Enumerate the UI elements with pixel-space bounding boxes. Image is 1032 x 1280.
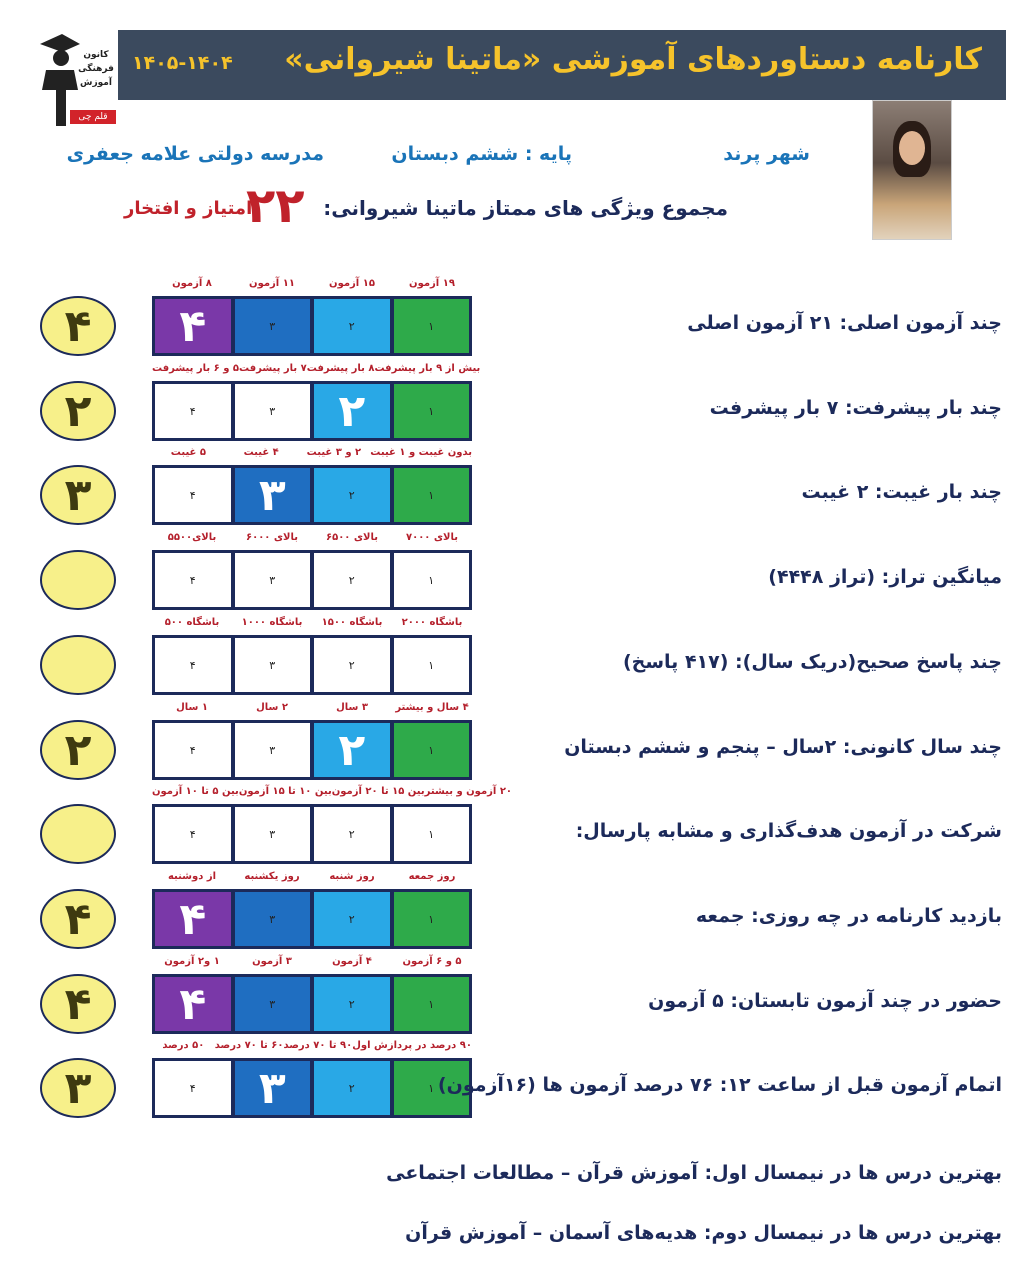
row-captions [152,617,472,628]
level-grid [152,296,472,356]
school-label: مدرسه دولتی علامه جعفری [66,143,324,165]
score-circle [40,550,116,610]
row-captions [152,786,513,797]
level-caption: روز شنبه [329,871,375,882]
level-caption: بدون غیبت و ۱ غیبت [370,447,472,458]
logo-line: آموزش [80,78,112,88]
level-cell: ۱ [394,1061,470,1115]
logo-line: فرهنگی [78,64,114,74]
logo-badge: قلم چی [70,110,116,124]
score-circle: ۲ [40,381,116,441]
criterion-label: چند پاسخ صحیح(دریک سال): (۴۱۷ پاسخ) [622,651,1002,673]
level-grid [152,974,472,1034]
row-captions [152,532,472,543]
score-circle: ۲ [40,720,116,780]
row-captions [152,956,472,967]
level-cell: ۱ [394,638,470,692]
level-caption: باشگاه ۲۰۰۰ [401,617,463,628]
level-cell: ۱ [394,384,470,438]
level-grid [152,889,472,949]
level-caption: ۴ آزمون [332,956,372,967]
row-captions [152,447,472,458]
page-title: کارنامه دستاوردهای آموزشی «ماتینا شیروانی» [284,42,982,77]
score-circle: ۴ [40,296,116,356]
level-caption: ۱ سال [176,702,208,713]
honor-label: امتیاز و افتخار [124,198,253,219]
level-caption: روز یکشنبه [244,871,300,882]
level-cell: ۲ [314,807,390,861]
level-cell: ۲ [314,723,390,777]
level-caption: ۲ سال [256,702,288,713]
level-cell: ۱ [394,468,470,522]
level-cell: ۴ [155,807,231,861]
level-cell: ۴ [155,384,231,438]
level-cell: ۴ [155,977,231,1031]
criterion-label: شرکت در آزمون هدف‌گذاری و مشابه پارسال: [575,820,1002,842]
level-cell: ۳ [235,723,311,777]
row-captions [152,871,472,882]
level-caption: ۱۱ آزمون [249,278,295,289]
level-cell: ۱ [394,807,470,861]
level-caption: باشگاه ۱۵۰۰ [321,617,383,628]
photo-face [899,131,925,165]
level-caption: ۵ و ۶ آزمون [402,956,462,967]
level-caption: بین ۵ تا ۱۰ آزمون [152,786,239,797]
level-cell: ۲ [314,384,390,438]
level-cell: ۲ [314,553,390,607]
level-caption: باشگاه ۱۰۰۰ [241,617,303,628]
level-caption: ۴ غیبت [243,447,279,458]
level-cell: ۳ [235,977,311,1031]
grade-label: پایه : ششم دبستان [391,143,572,165]
score-circle [40,635,116,695]
level-cell: ۴ [155,1061,231,1115]
level-cell: ۳ [235,1061,311,1115]
level-caption: بالای ۶۵۰۰ [325,532,379,543]
total-score: ۲۲ [246,178,305,234]
level-cell: ۲ [314,977,390,1031]
level-cell: ۴ [155,892,231,946]
level-caption: ۶۰ تا ۷۰ درصد [214,1040,284,1051]
level-cell: ۳ [235,299,311,353]
level-caption: ۵ و ۶ بار پیشرفت [152,363,240,374]
city-label: شهر پرند [723,143,810,165]
level-caption: ۹۰ تا ۷۰ درصد [283,1040,353,1051]
level-caption: ۵ غیبت [170,447,206,458]
best-subjects-first-term: بهترین درس ها در نیمسال اول: آموزش قرآن – مطالعات اجتماعی [386,1162,1002,1184]
level-caption: ۸ بار پیشرفت [306,363,375,374]
criterion-label: چند آزمون اصلی: ۲۱ آزمون اصلی [687,312,1002,334]
level-grid [152,635,472,695]
level-caption: ۷ بار پیشرفت [239,363,307,374]
level-grid [152,465,472,525]
level-cell: ۴ [155,553,231,607]
level-cell: ۲ [314,299,390,353]
criterion-label: چند سال کانونی: ۲سال – پنجم و ششم دبستان [564,736,1002,758]
level-cell: ۴ [155,638,231,692]
criterion-label: چند بار غیبت: ۲ غیبت [801,481,1002,503]
level-grid [152,720,472,780]
level-caption: از دوشنبه [167,871,217,882]
level-cell: ۲ [314,1061,390,1115]
criterion-label: میانگین تراز: (تراز ۴۴۴۸) [768,566,1002,588]
best-subjects-second-term: بهترین درس ها در نیمسال دوم: هدیه‌های آسمان – آموزش قرآن [405,1222,1002,1244]
score-circle: ۳ [40,1058,116,1118]
score-circle: ۳ [40,465,116,525]
level-caption: ۱ و۲ آزمون [164,956,220,967]
criterion-label: چند بار پیشرفت: ۷ بار پیشرفت [709,397,1002,419]
level-cell: ۳ [235,892,311,946]
level-caption: بالای ۷۰۰۰ [405,532,459,543]
criterion-label: اتمام آزمون قبل از ساعت ۱۲: ۷۶ درصد آزمون ها (۱۶آزمون) [437,1074,1002,1096]
level-grid [152,804,472,864]
criterion-label: حضور در چند آزمون تابستان: ۵ آزمون [648,990,1002,1012]
level-cell: ۱ [394,892,470,946]
level-cell: ۳ [235,553,311,607]
level-caption: بالای ۶۰۰۰ [245,532,299,543]
level-cell: ۴ [155,299,231,353]
level-caption: ۲۰ آزمون و بیشتر [424,786,513,797]
logo-text [72,48,120,90]
level-caption: بین ۱۵ تا ۲۰ آزمون [331,786,425,797]
level-cell: ۲ [314,638,390,692]
header-bar [118,30,1006,100]
level-caption: ۲ و ۳ غیبت [306,447,362,458]
logo-line: کانون [83,50,109,60]
level-grid [152,1058,472,1118]
row-captions [152,702,472,713]
level-cell: ۲ [314,468,390,522]
level-cell: ۱ [394,299,470,353]
level-caption: روز جمعه [408,871,456,882]
features-label: مجموع ویژگی های ممتاز ماتینا شیروانی: [323,196,728,220]
level-grid [152,381,472,441]
level-caption: بیش از ۹ بار پیشرفت [374,363,481,374]
level-caption: باشگاه ۵۰۰ [164,617,220,628]
level-caption: بالای۵۵۰۰ [167,532,217,543]
level-caption: ۸ آزمون [172,278,212,289]
level-caption: ۳ آزمون [252,956,292,967]
level-cell: ۴ [155,468,231,522]
level-caption: ۳ سال [336,702,368,713]
level-grid [152,550,472,610]
level-cell: ۲ [314,892,390,946]
score-circle [40,804,116,864]
academic-years: ۱۴۰۵-۱۴۰۴ [132,52,233,74]
level-cell: ۳ [235,468,311,522]
level-caption: ۱۵ آزمون [329,278,375,289]
row-captions [152,278,472,289]
score-circle: ۴ [40,889,116,949]
criterion-label: بازدید کارنامه در چه روزی: جمعه [695,905,1002,927]
level-caption: ۵۰ درصد [162,1040,205,1051]
level-caption: ۱۹ آزمون [409,278,455,289]
level-cell: ۱ [394,723,470,777]
level-cell: ۳ [235,384,311,438]
level-cell: ۳ [235,638,311,692]
level-caption: بین ۱۰ تا ۱۵ آزمون [238,786,332,797]
level-cell: ۱ [394,553,470,607]
level-cell: ۳ [235,807,311,861]
student-photo [872,100,952,240]
level-cell: ۴ [155,723,231,777]
row-captions [152,1040,472,1051]
level-cell: ۱ [394,977,470,1031]
level-caption: ۴ سال و بیشتر [395,702,469,713]
score-circle: ۴ [40,974,116,1034]
level-caption: ۹۰ درصد در پردازش اول [352,1040,472,1051]
row-captions [152,363,481,374]
